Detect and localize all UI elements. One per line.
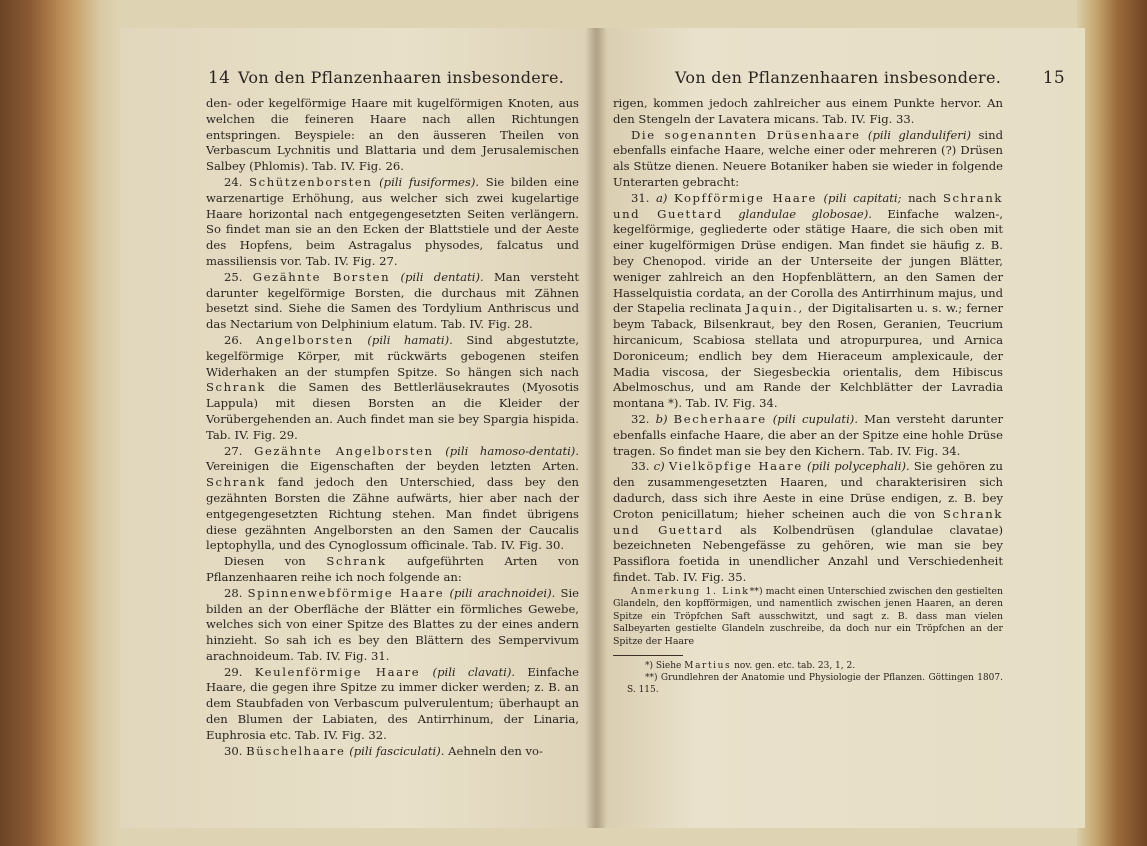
left-running-head: Von den Pflanzenhaaren insbesondere. [238, 68, 565, 87]
paragraph: Die sogenannten Drüsenhaare (pili glanduliferi) sind ebenfalls einfache Haare, welche einer oder mehreren (?) Drüsen als Stütze dienen. Neuere Botaniker haben sie wieder in folgende Unterarten gebracht: [613, 127, 1003, 189]
footnote-rule [613, 655, 683, 656]
paragraph: 32. b) Becherhaare (pili cupulati). Man versteht darunter ebenfalls einfache Haare, die aber an der Spitze eine hohle Drüse tragen. So findet man sie bey den Kichern. Tab. IV. Fig. 34. [613, 411, 1003, 458]
paragraph: 25. Gezähnte Borsten (pili dentati). Man versteht darunter kegelförmige Borsten, die durchaus mit Zähnen besetzt sind. Siehe die Samen des Tordylium Anthriscus und das Nectarium von Delphinium elatum. Tab. IV. Fig. 28. [206, 269, 579, 332]
left-page [120, 28, 595, 828]
footnote: **) Grundlehren der Anatomie und Physiologie der Pflanzen. Göttingen 1807. S. 115. [627, 672, 1003, 695]
right-page-text [613, 96, 1003, 696]
paragraph: 30. Büschelhaare (pili fasciculati). Aehneln den vo- [224, 743, 543, 758]
paragraph: Diesen von Schrank aufgeführten Arten von Pflanzenhaaren reihe ich noch folgende an: [206, 554, 580, 584]
right-page-number: 15 [1042, 68, 1065, 88]
left-page-number: 14 [208, 68, 231, 88]
annotation-note: Anmerkung 1. Link**) macht einen Unterschied zwischen den gestielten Glandeln, den kopfförmigen, und namentlich zwischen jenen Haaren, an deren Spitze ein Tröpfchen Saft ausschwitzt, und sagt z. B. dass man vielen Salbeyarten gestielte Glandeln zuschreibe, da doch nur ein Tröpfchen an der Spitze der Haare [613, 585, 1003, 648]
paragraph: 31. a) Kopfförmige Haare (pili capitati; nach Schrank und Guettard glandulae globosae). Einfache walzen-, kegelförmige, gegliederte oder stätige Haare, die sich oben mit einer kugelförmigen Drüse endigen. Man findet sie häufig z. B. bey Chenopod. viride an der Unterseite der jungen Blätter, weniger zahlreich an den Hopfenblättern, an den Samen der Hasselquistia cordata, an der Corolla des Antirrhinum majus, und der Stapelia reclinata Jaquin., der Digitalisarten u. s. w.; ferner beym Taback, Bilsenkraut, bey den Rosen, Geranien, Teucrium hircanicum, Scabiosa stellata und atropurpurea, und Arnica Doroniceum; endlich bey dem Hieraceum amplexicaule, der Madia viscosa, der Siegesbeckia orientalis, dem Hibiscus Abelmoschus, und am Rande der Kelchblätter der Lavradia montana *). Tab. IV. Fig. 34. [613, 190, 1004, 411]
paragraph: 26. Angelborsten (pili hamati). Sind abgestutzte, kegelförmige Körper, mit rückwärts gebogenen steifen Widerhaken an der stumpfen Spitze. So hängen sich nach Schrank die Samen des Bettlerläusekrautes (Myosotis Lappula) mit diesen Borsten an die Kleider der Vorübergehenden an. Auch findet man sie bey Spargia hispida. Tab. IV. Fig. 29. [206, 332, 580, 442]
footnote: *) Siehe Martius nov. gen. etc. tab. 23, 1, 2. [645, 660, 856, 671]
paragraph: den- oder kegelförmige Haare mit kugelförmigen Knoten, aus welchen die feineren Haare nach allen Richtungen entspringen. Beyspiele: an den äusseren Theilen von Verbascum Lychnitis und Blattaria und dem Jerusalemischen Salbey (Phlomis). Tab. IV. Fig. 26. [206, 96, 579, 174]
paragraph: 24. Schützenborsten (pili fusiformes). Sie bilden eine warzenartige Erhöhung, aus welcher sich zwei kugelartige Haare horizontal nach entgegengesetzten Seiten verlängern. So findet man sie an den Ecken der Blattstiele und der Aeste des Hopfens, beim Astragalus physodes, falcatus und massiliensis vor. Tab. IV. Fig. 27. [206, 174, 580, 268]
paragraph: rigen, kommen jedoch zahlreicher aus einem Punkte hervor. An den Stengeln der Lavatera micans. Tab. IV. Fig. 33. [613, 96, 1003, 126]
book-edge-right [1077, 0, 1147, 846]
left-page-text [206, 96, 579, 759]
paragraph: 33. c) Vielköpfige Haare (pili polycephali). Sie gehören zu den zusammengesetzten Haaren, und charakterisiren sich dadurch, dass sich ihre Aeste in eine Drüse endigen, z. B. bey Croton penicillatum; hieher scheinen auch die von Schrank und Guettard als Kolbendrüsen (glandulae clavatae) bezeichneten Nebengefässe zu gehören, wie man sie bey Passiflora foetida in unendlicher Anzahl und Verschiedenheit findet. Tab. IV. Fig. 35. [613, 459, 1004, 584]
paragraph: 28. Spinnenwebförmige Haare (pili arachnoidei). Sie bilden an der Oberfläche der Blätter ein förmliches Gewebe, welches sich von einer Spitze des Blattes zu der eines andern hinzieht. So sah ich es bey den Blättern des Sempervivum arachnoideum. Tab. IV. Fig. 31. [206, 585, 580, 663]
right-running-head: Von den Pflanzenhaaren insbesondere. [675, 68, 1002, 87]
right-page [597, 28, 1085, 828]
paragraph: 27. Gezähnte Angelborsten (pili hamoso-dentati). Vereinigen die Eigenschaften der beyden letzten Arten. Schrank fand jedoch den Unterschied, dass bey den gezähnten Borsten die Zähne aufwärts, hier aber nach der entgegengesetzten Richtung stehen. Man findet übrigens diese gezähnten Angelborsten an den Samen der Caucalis leptophylla, und des Cynoglossum officinale. Tab. IV. Fig. 30. [206, 443, 580, 553]
book-gutter [585, 28, 607, 828]
paragraph: 29. Keulenförmige Haare (pili clavati). Einfache Haare, die gegen ihre Spitze zu immer dicker werden; z. B. an dem Staubfaden von Verbascum pulverulentum; überhaupt an den Blumen der Labiaten, des Antirrhinum, der Linaria, Euphrosia etc. Tab. IV. Fig. 32. [206, 664, 579, 742]
